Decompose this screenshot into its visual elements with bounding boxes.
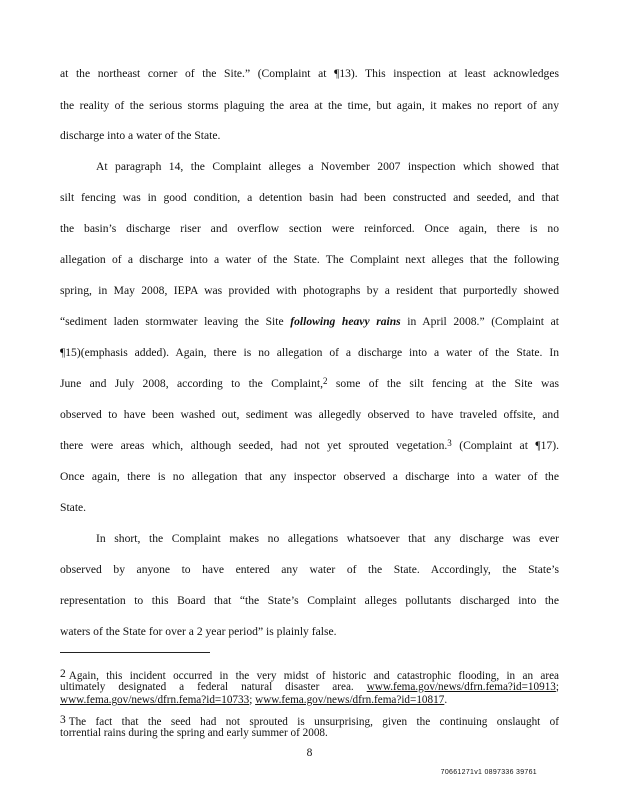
body-text: (Complaint at ¶17). (451, 439, 559, 452)
body-line: observed by anyone to have entered any water of the State. Accordingly, the State’s (60, 563, 559, 576)
body-line (60, 439, 559, 453)
body-line (60, 377, 559, 391)
body-text: some of the silt fencing at the Site was (327, 377, 559, 390)
footnote-line (60, 681, 559, 694)
page-number: 8 (306, 747, 313, 759)
fema-link-3[interactable]: www.fema.gov/news/dfrn.fema?id=10817 (255, 694, 445, 706)
footnote-ref-3[interactable]: 3 (447, 438, 452, 448)
body-line: at the northeast corner of the Site.” (Complaint at ¶13). This inspection at least acknowledges (60, 67, 559, 80)
separator: ; (555, 681, 559, 693)
fema-link-1[interactable]: www.fema.gov/news/dfrn.fema?id=10913 (366, 681, 556, 693)
body-line: allegation of a discharge into a water of the State. The Complaint next alleges that the following (60, 253, 559, 266)
footnote-ref-2[interactable]: 2 (323, 376, 328, 386)
body-line: At paragraph 14, the Complaint alleges a November 2007 inspection which showed that (96, 160, 559, 173)
body-line: discharge into a water of the State. (60, 129, 221, 142)
separator: ; (249, 694, 256, 706)
body-line: spring, in May 2008, IEPA was provided with photographs by a resident that purportedly showed (60, 284, 559, 297)
footnote-number: 3 (60, 714, 66, 726)
fema-link-2[interactable]: www.fema.gov/news/dfrn.fema?id=10733 (60, 694, 250, 706)
quote-text: in April 2008.” (Complaint at (400, 315, 559, 328)
body-line: observed to have been washed out, sediment was allegedly observed to have traveled offsite, and (60, 408, 559, 421)
footnote-line: torrential rains during the spring and early summer of 2008. (60, 727, 328, 739)
body-line: Once again, there is no allegation that any inspector observed a discharge into a water of the (60, 470, 559, 483)
quote-text: “sediment laden stormwater leaving the Site (60, 315, 291, 328)
document-id: 70661271v1 0897336 39761 (440, 769, 537, 776)
body-text: June and July 2008, according to the Complaint, (60, 377, 323, 390)
footnote-separator (60, 652, 210, 653)
body-line: State. (60, 501, 87, 514)
footnote-text: Again, this incident occurred in the very midst of historic and catastrophic flooding, in an area (68, 670, 559, 682)
body-line (60, 315, 559, 329)
footnote-line (60, 694, 559, 707)
separator: . (444, 694, 448, 706)
footnote-number: 2 (60, 668, 66, 680)
body-line: waters of the State for over a 2 year period” is plainly false. (60, 625, 337, 638)
body-text: there were areas which, although seeded, had not yet sprouted vegetation. (60, 439, 448, 452)
body-line: representation to this Board that “the State’s Complaint alleges pollutants discharged into the (60, 594, 559, 607)
body-line: the reality of the serious storms plaguing the area at the time, but again, it makes no report of any (60, 99, 559, 112)
footnote-text: ultimately designated a federal natural disaster area. (60, 681, 367, 693)
emphasis-text: following heavy rains (290, 315, 401, 328)
body-line: In short, the Complaint makes no allegations whatsoever that any discharge was ever (96, 532, 559, 545)
body-line: ¶15)(emphasis added). Again, there is no allegation of a discharge into a water of the State. In (60, 346, 559, 359)
footnote-text: The fact that the seed had not sprouted is unsurprising, given the continuing onslaught of (68, 716, 559, 728)
body-line: silt fencing was in good condition, a detention basin had been constructed and seeded, and that (60, 191, 559, 204)
body-line: the basin’s discharge riser and overflow section were reinforced. Once again, there is no (60, 222, 559, 235)
